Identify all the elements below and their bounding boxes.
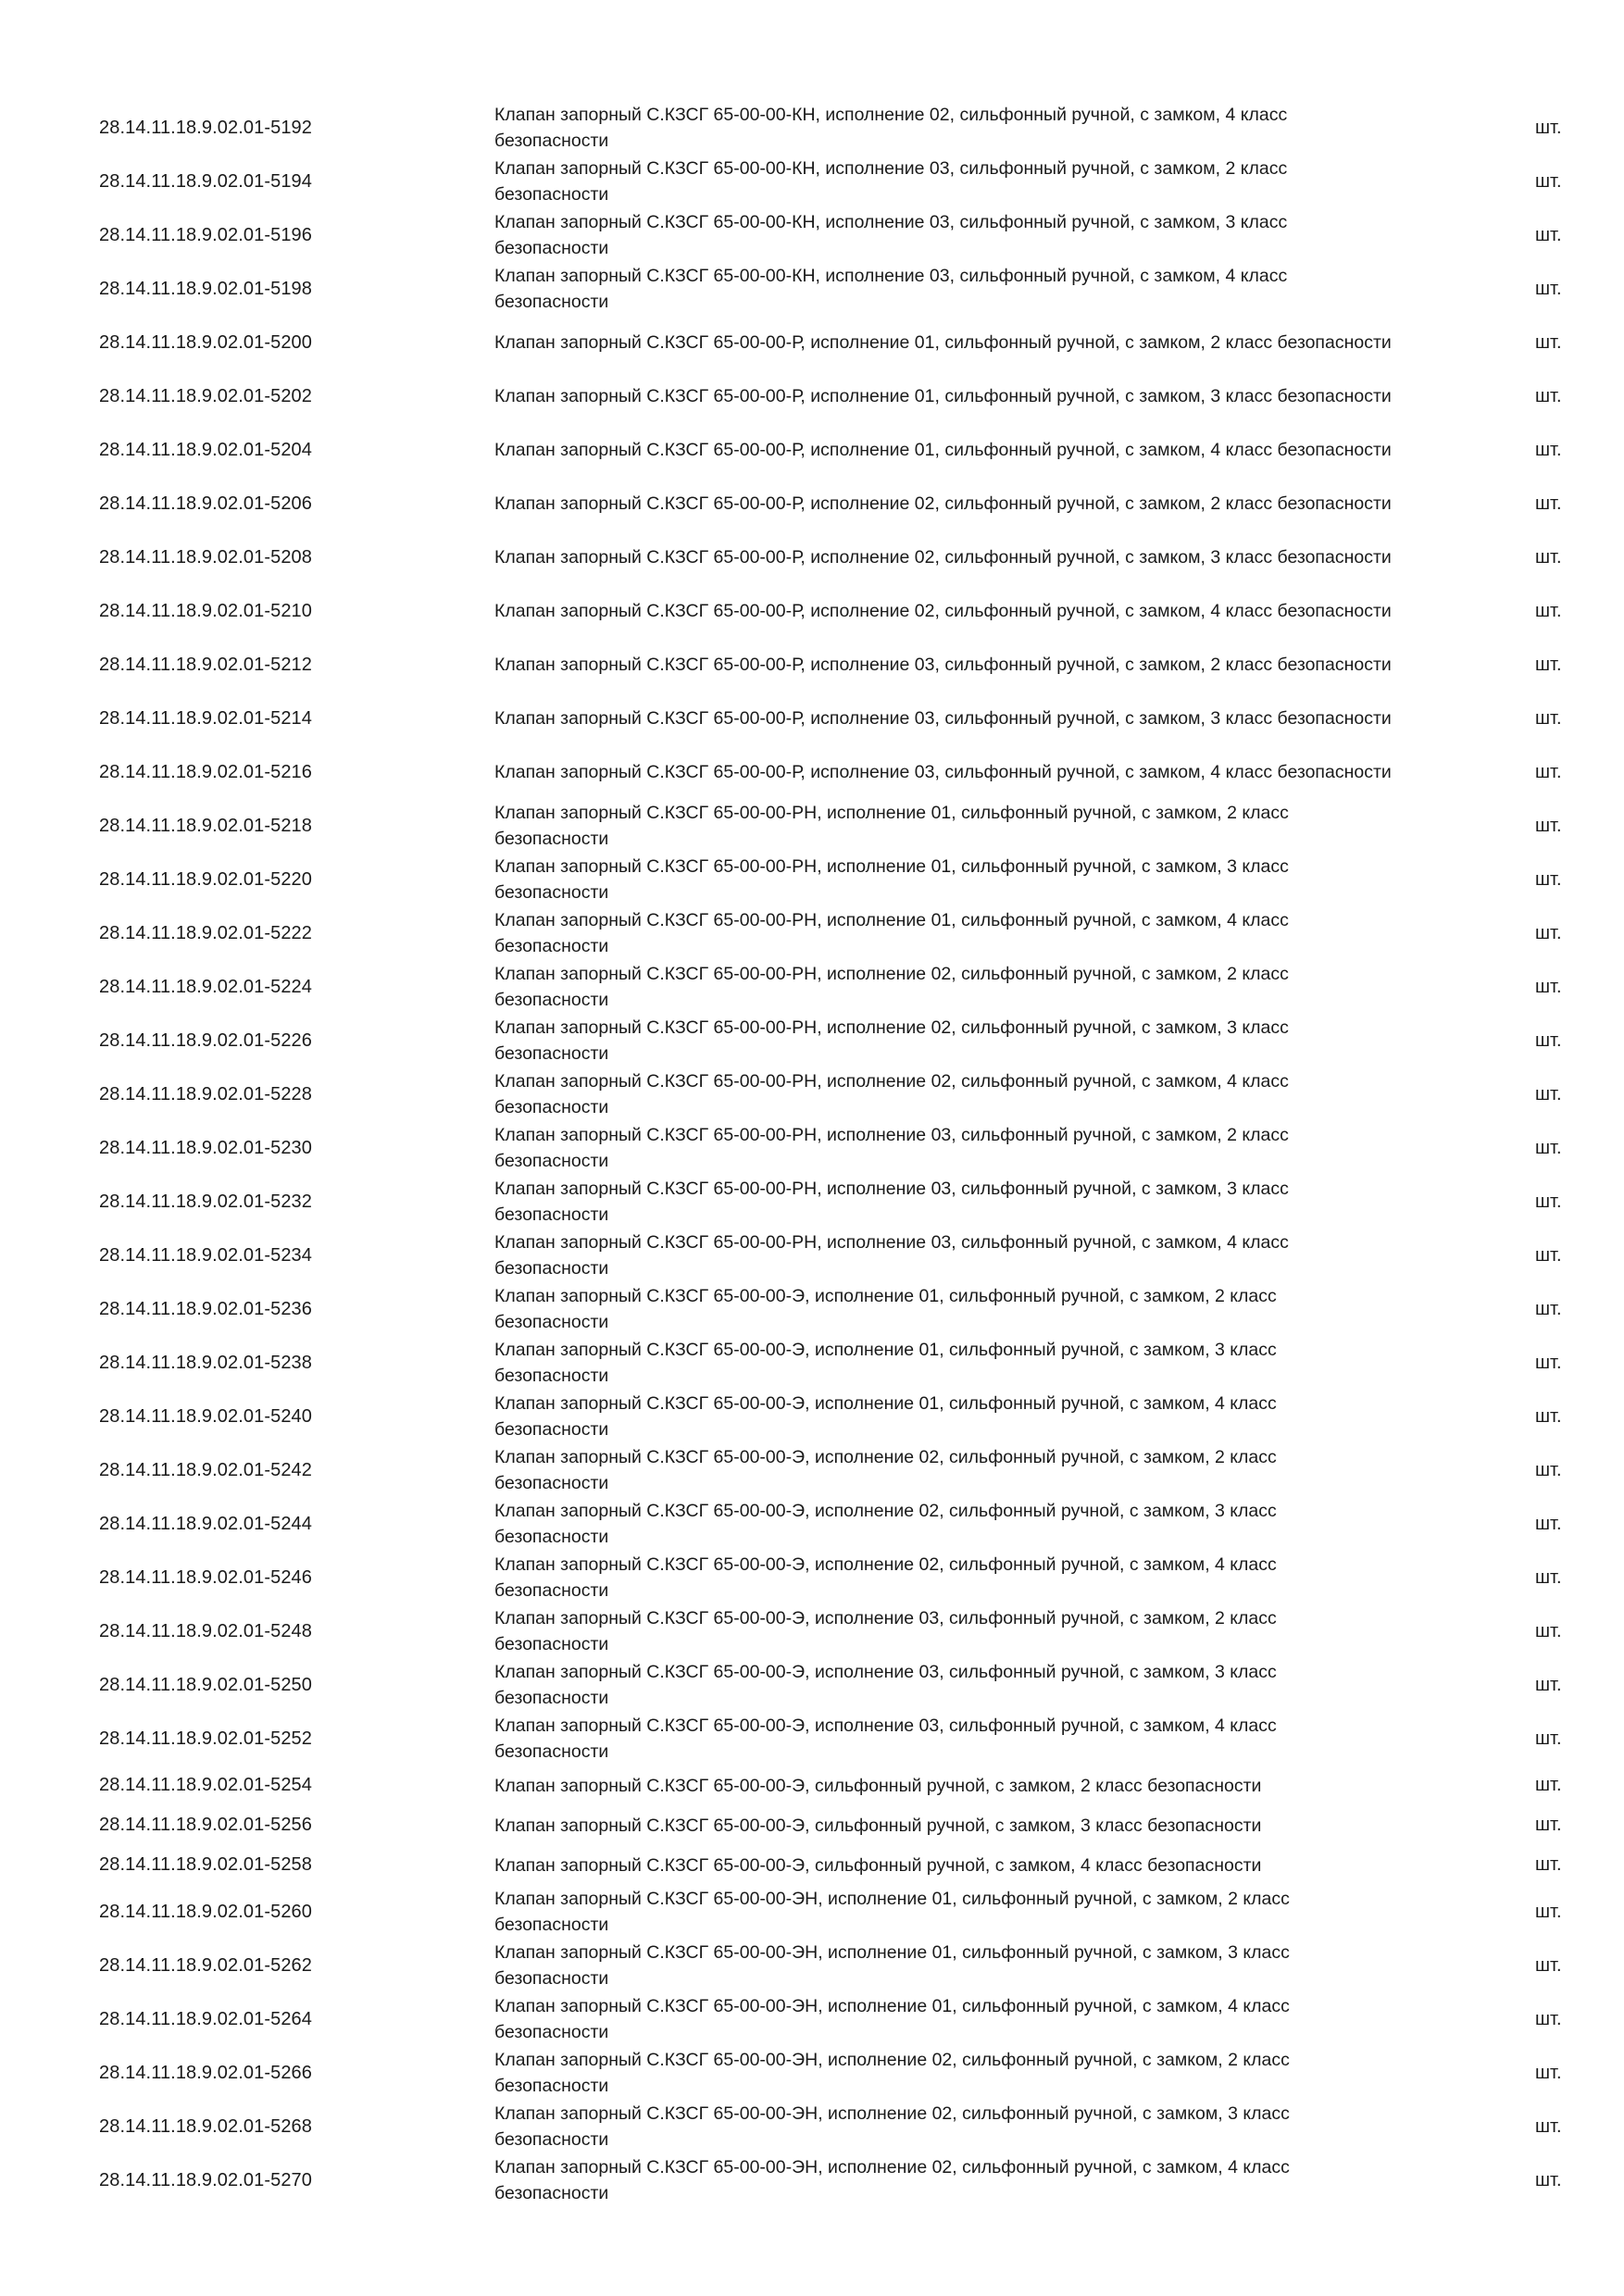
table-row xyxy=(0,1712,1624,1766)
item-unit: шт. xyxy=(1535,331,1562,353)
item-code: 28.14.11.18.9.02.01-5248 xyxy=(99,1620,313,1641)
item-description: Клапан запорный С.КЗСГ 65-00-00-РН, исполнение 02, сильфонный ручной, с замком, 3 класс безопасности xyxy=(494,1017,1289,1064)
item-unit: шт. xyxy=(1535,2062,1562,2083)
table-row xyxy=(0,745,1624,799)
item-unit: шт. xyxy=(1535,224,1562,245)
item-description: Клапан запорный С.КЗСГ 65-00-00-ЭН, исполнение 01, сильфонный ручной, с замком, 4 класс безопасности xyxy=(494,1996,1290,2042)
item-code: 28.14.11.18.9.02.01-5222 xyxy=(99,922,313,943)
item-unit: шт. xyxy=(1535,1775,1562,1795)
item-unit: шт. xyxy=(1535,654,1562,675)
table-row xyxy=(0,1766,1624,1805)
item-code: 28.14.11.18.9.02.01-5240 xyxy=(99,1405,313,1427)
table-row xyxy=(0,1497,1624,1551)
table-row xyxy=(0,906,1624,960)
item-unit: шт. xyxy=(1535,2115,1562,2137)
item-code: 28.14.11.18.9.02.01-5244 xyxy=(99,1513,313,1534)
item-description: Клапан запорный С.КЗСГ 65-00-00-РН, исполнение 03, сильфонный ручной, с замком, 2 класс безопасности xyxy=(494,1125,1289,1171)
item-code: 28.14.11.18.9.02.01-5242 xyxy=(99,1459,313,1480)
item-description: Клапан запорный С.КЗСГ 65-00-00-Э, сильфонный ручной, с замком, 2 класс безопасности xyxy=(494,1775,1262,1796)
item-unit: шт. xyxy=(1535,2008,1562,2029)
item-unit: шт. xyxy=(1535,1405,1562,1427)
price-list-table xyxy=(0,101,1624,2207)
item-unit: шт. xyxy=(1535,707,1562,729)
item-code: 28.14.11.18.9.02.01-5228 xyxy=(99,1083,313,1104)
item-description: Клапан запорный С.КЗСГ 65-00-00-Э, исполнение 02, сильфонный ручной, с замком, 2 класс безопасности xyxy=(494,1447,1277,1493)
item-description: Клапан запорный С.КЗСГ 65-00-00-КН, исполнение 03, сильфонный ручной, с замком, 3 класс безопасности xyxy=(494,212,1288,258)
table-row xyxy=(0,1658,1624,1712)
item-code: 28.14.11.18.9.02.01-5258 xyxy=(99,1854,313,1875)
item-description: Клапан запорный С.КЗСГ 65-00-00-Р, исполнение 03, сильфонный ручной, с замком, 4 класс безопасности xyxy=(494,762,1392,782)
item-unit: шт. xyxy=(1535,1298,1562,1319)
item-code: 28.14.11.18.9.02.01-5266 xyxy=(99,2062,313,2083)
item-unit: шт. xyxy=(1535,1513,1562,1534)
item-description: Клапан запорный С.КЗСГ 65-00-00-Э, сильфонный ручной, с замком, 3 класс безопасности xyxy=(494,1815,1262,1836)
item-code: 28.14.11.18.9.02.01-5226 xyxy=(99,1029,313,1051)
item-description: Клапан запорный С.КЗСГ 65-00-00-Э, исполнение 02, сильфонный ручной, с замком, 4 класс безопасности xyxy=(494,1554,1277,1601)
item-unit: шт. xyxy=(1535,868,1562,890)
item-code: 28.14.11.18.9.02.01-5268 xyxy=(99,2115,313,2137)
table-row xyxy=(0,208,1624,262)
item-unit: шт. xyxy=(1535,493,1562,514)
item-description: Клапан запорный С.КЗСГ 65-00-00-РН, исполнение 03, сильфонный ручной, с замком, 4 класс безопасности xyxy=(494,1232,1289,1279)
item-description: Клапан запорный С.КЗСГ 65-00-00-РН, исполнение 01, сильфонный ручной, с замком, 4 класс безопасности xyxy=(494,910,1289,956)
item-description: Клапан запорный С.КЗСГ 65-00-00-Э, исполнение 01, сильфонный ручной, с замком, 4 класс безопасности xyxy=(494,1393,1277,1440)
item-code: 28.14.11.18.9.02.01-5208 xyxy=(99,546,313,568)
item-code: 28.14.11.18.9.02.01-5192 xyxy=(99,117,313,138)
item-code: 28.14.11.18.9.02.01-5194 xyxy=(99,170,313,192)
item-description: Клапан запорный С.КЗСГ 65-00-00-РН, исполнение 01, сильфонный ручной, с замком, 3 класс безопасности xyxy=(494,856,1289,903)
item-code: 28.14.11.18.9.02.01-5232 xyxy=(99,1191,313,1212)
table-row xyxy=(0,1282,1624,1336)
table-row xyxy=(0,584,1624,638)
item-unit: шт. xyxy=(1535,1674,1562,1695)
item-description: Клапан запорный С.КЗСГ 65-00-00-Э, сильфонный ручной, с замком, 4 класс безопасности xyxy=(494,1854,1262,1876)
item-code: 28.14.11.18.9.02.01-5204 xyxy=(99,439,313,460)
table-row xyxy=(0,101,1624,155)
item-code: 28.14.11.18.9.02.01-5218 xyxy=(99,815,313,836)
item-description: Клапан запорный С.КЗСГ 65-00-00-Р, исполнение 03, сильфонный ручной, с замком, 3 класс безопасности xyxy=(494,708,1392,729)
item-description: Клапан запорный С.КЗСГ 65-00-00-КН, исполнение 03, сильфонный ручной, с замком, 2 класс безопасности xyxy=(494,158,1288,205)
table-row xyxy=(0,1551,1624,1604)
item-unit: шт. xyxy=(1535,1815,1562,1835)
item-unit: шт. xyxy=(1535,761,1562,782)
item-description: Клапан запорный С.КЗСГ 65-00-00-РН, исполнение 02, сильфонный ручной, с замком, 2 класс безопасности xyxy=(494,964,1289,1010)
item-unit: шт. xyxy=(1535,1566,1562,1588)
item-description: Клапан запорный С.КЗСГ 65-00-00-Э, исполнение 02, сильфонный ручной, с замком, 3 класс безопасности xyxy=(494,1501,1277,1547)
item-unit: шт. xyxy=(1535,600,1562,621)
item-code: 28.14.11.18.9.02.01-5212 xyxy=(99,654,313,675)
table-row xyxy=(0,1885,1624,1939)
item-code: 28.14.11.18.9.02.01-5256 xyxy=(99,1815,313,1835)
item-code: 28.14.11.18.9.02.01-5254 xyxy=(99,1775,313,1795)
item-unit: шт. xyxy=(1535,1854,1562,1875)
table-row xyxy=(0,1121,1624,1175)
item-unit: шт. xyxy=(1535,439,1562,460)
item-code: 28.14.11.18.9.02.01-5220 xyxy=(99,868,313,890)
item-description: Клапан запорный С.КЗСГ 65-00-00-КН, исполнение 03, сильфонный ручной, с замком, 4 класс безопасности xyxy=(494,266,1288,312)
item-unit: шт. xyxy=(1535,815,1562,836)
item-description: Клапан запорный С.КЗСГ 65-00-00-ЭН, исполнение 02, сильфонный ручной, с замком, 4 класс безопасности xyxy=(494,2157,1290,2203)
item-code: 28.14.11.18.9.02.01-5262 xyxy=(99,1954,313,1976)
item-unit: шт. xyxy=(1535,922,1562,943)
table-row xyxy=(0,960,1624,1014)
item-code: 28.14.11.18.9.02.01-5206 xyxy=(99,493,313,514)
table-row xyxy=(0,1014,1624,1067)
table-row xyxy=(0,2100,1624,2153)
item-description: Клапан запорный С.КЗСГ 65-00-00-Р, исполнение 02, сильфонный ручной, с замком, 3 класс безопасности xyxy=(494,547,1392,568)
item-unit: шт. xyxy=(1535,1083,1562,1104)
item-unit: шт. xyxy=(1535,1620,1562,1641)
table-row xyxy=(0,799,1624,853)
item-description: Клапан запорный С.КЗСГ 65-00-00-Э, исполнение 03, сильфонный ручной, с замком, 3 класс безопасности xyxy=(494,1662,1277,1708)
item-description: Клапан запорный С.КЗСГ 65-00-00-Р, исполнение 03, сильфонный ручной, с замком, 2 класс безопасности xyxy=(494,655,1392,675)
table-row xyxy=(0,1845,1624,1885)
item-unit: шт. xyxy=(1535,1244,1562,1266)
table-row xyxy=(0,369,1624,423)
table-row xyxy=(0,1443,1624,1497)
table-row xyxy=(0,638,1624,692)
item-description: Клапан запорный С.КЗСГ 65-00-00-Р, исполнение 02, сильфонный ручной, с замком, 4 класс безопасности xyxy=(494,601,1392,621)
item-description: Клапан запорный С.КЗСГ 65-00-00-Р, исполнение 01, сильфонный ручной, с замком, 2 класс безопасности xyxy=(494,332,1392,353)
item-description: Клапан запорный С.КЗСГ 65-00-00-Р, исполнение 02, сильфонный ручной, с замком, 2 класс безопасности xyxy=(494,493,1392,514)
table-row xyxy=(0,262,1624,316)
item-code: 28.14.11.18.9.02.01-5216 xyxy=(99,761,313,782)
table-row xyxy=(0,155,1624,208)
table-row xyxy=(0,1805,1624,1845)
item-unit: шт. xyxy=(1535,1352,1562,1373)
item-unit: шт. xyxy=(1535,170,1562,192)
table-row xyxy=(0,1992,1624,2046)
item-code: 28.14.11.18.9.02.01-5270 xyxy=(99,2169,313,2190)
item-code: 28.14.11.18.9.02.01-5210 xyxy=(99,600,313,621)
table-row xyxy=(0,316,1624,369)
table-row xyxy=(0,423,1624,477)
item-description: Клапан запорный С.КЗСГ 65-00-00-Р, исполнение 01, сильфонный ручной, с замком, 3 класс безопасности xyxy=(494,386,1392,406)
table-row xyxy=(0,477,1624,530)
item-unit: шт. xyxy=(1535,1459,1562,1480)
table-row xyxy=(0,1175,1624,1229)
item-description: Клапан запорный С.КЗСГ 65-00-00-РН, исполнение 01, сильфонный ручной, с замком, 2 класс безопасности xyxy=(494,803,1289,849)
table-row xyxy=(0,1390,1624,1443)
item-code: 28.14.11.18.9.02.01-5198 xyxy=(99,278,313,299)
item-unit: шт. xyxy=(1535,278,1562,299)
item-unit: шт. xyxy=(1535,546,1562,568)
item-code: 28.14.11.18.9.02.01-5202 xyxy=(99,385,313,406)
item-description: Клапан запорный С.КЗСГ 65-00-00-ЭН, исполнение 02, сильфонный ручной, с замком, 3 класс безопасности xyxy=(494,2103,1290,2150)
item-code: 28.14.11.18.9.02.01-5252 xyxy=(99,1728,313,1749)
item-description: Клапан запорный С.КЗСГ 65-00-00-Э, исполнение 03, сильфонный ручной, с замком, 2 класс безопасности xyxy=(494,1608,1277,1654)
table-row xyxy=(0,530,1624,584)
item-unit: шт. xyxy=(1535,117,1562,138)
item-unit: шт. xyxy=(1535,1137,1562,1158)
table-row xyxy=(0,1336,1624,1390)
item-description: Клапан запорный С.КЗСГ 65-00-00-ЭН, исполнение 01, сильфонный ручной, с замком, 2 класс безопасности xyxy=(494,1889,1290,1935)
item-description: Клапан запорный С.КЗСГ 65-00-00-ЭН, исполнение 02, сильфонный ручной, с замком, 2 класс безопасности xyxy=(494,2050,1290,2096)
item-unit: шт. xyxy=(1535,1728,1562,1749)
item-description: Клапан запорный С.КЗСГ 65-00-00-РН, исполнение 02, сильфонный ручной, с замком, 4 класс безопасности xyxy=(494,1071,1289,1117)
item-unit: шт. xyxy=(1535,2169,1562,2190)
item-unit: шт. xyxy=(1535,976,1562,997)
item-description: Клапан запорный С.КЗСГ 65-00-00-Р, исполнение 01, сильфонный ручной, с замком, 4 класс безопасности xyxy=(494,440,1392,460)
item-description: Клапан запорный С.КЗСГ 65-00-00-КН, исполнение 02, сильфонный ручной, с замком, 4 класс безопасности xyxy=(494,105,1288,151)
item-unit: шт. xyxy=(1535,1954,1562,1976)
item-unit: шт. xyxy=(1535,385,1562,406)
item-code: 28.14.11.18.9.02.01-5264 xyxy=(99,2008,313,2029)
table-row xyxy=(0,1939,1624,1992)
item-description: Клапан запорный С.КЗСГ 65-00-00-Э, исполнение 03, сильфонный ручной, с замком, 4 класс безопасности xyxy=(494,1716,1277,1762)
item-description: Клапан запорный С.КЗСГ 65-00-00-Э, исполнение 01, сильфонный ручной, с замком, 3 класс безопасности xyxy=(494,1340,1277,1386)
item-unit: шт. xyxy=(1535,1191,1562,1212)
item-code: 28.14.11.18.9.02.01-5260 xyxy=(99,1901,313,1922)
table-row xyxy=(0,853,1624,906)
item-code: 28.14.11.18.9.02.01-5200 xyxy=(99,331,313,353)
item-code: 28.14.11.18.9.02.01-5250 xyxy=(99,1674,313,1695)
table-row xyxy=(0,1229,1624,1282)
item-description: Клапан запорный С.КЗСГ 65-00-00-Э, исполнение 01, сильфонный ручной, с замком, 2 класс безопасности xyxy=(494,1286,1277,1332)
item-code: 28.14.11.18.9.02.01-5230 xyxy=(99,1137,313,1158)
item-code: 28.14.11.18.9.02.01-5236 xyxy=(99,1298,313,1319)
item-description: Клапан запорный С.КЗСГ 65-00-00-ЭН, исполнение 01, сильфонный ручной, с замком, 3 класс безопасности xyxy=(494,1942,1290,1989)
item-code: 28.14.11.18.9.02.01-5238 xyxy=(99,1352,313,1373)
item-code: 28.14.11.18.9.02.01-5246 xyxy=(99,1566,313,1588)
table-row xyxy=(0,692,1624,745)
item-code: 28.14.11.18.9.02.01-5196 xyxy=(99,224,313,245)
item-code: 28.14.11.18.9.02.01-5214 xyxy=(99,707,313,729)
item-unit: шт. xyxy=(1535,1029,1562,1051)
table-row xyxy=(0,1604,1624,1658)
item-unit: шт. xyxy=(1535,1901,1562,1922)
item-description: Клапан запорный С.КЗСГ 65-00-00-РН, исполнение 03, сильфонный ручной, с замком, 3 класс безопасности xyxy=(494,1179,1289,1225)
item-code: 28.14.11.18.9.02.01-5224 xyxy=(99,976,313,997)
item-code: 28.14.11.18.9.02.01-5234 xyxy=(99,1244,313,1266)
table-row xyxy=(0,2153,1624,2207)
table-row xyxy=(0,1067,1624,1121)
table-row xyxy=(0,2046,1624,2100)
